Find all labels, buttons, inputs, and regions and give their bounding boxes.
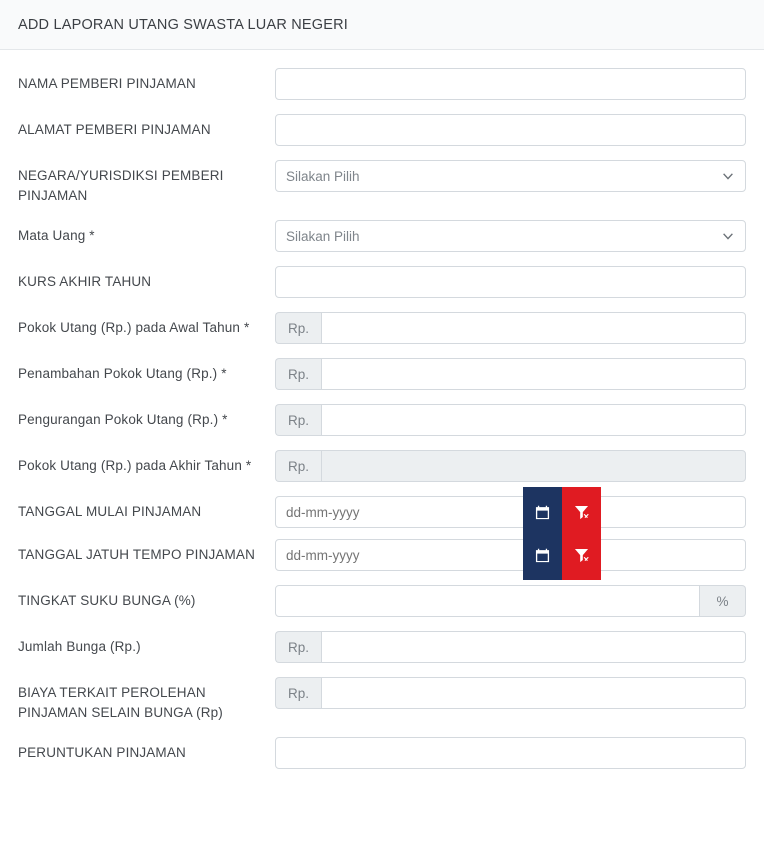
label-negara-yurisdiksi: NEGARA/YURISDIKSI PEMBERI PINJAMAN bbox=[18, 168, 224, 203]
filter-clear-icon bbox=[574, 505, 589, 520]
label-pengurangan-pokok-utang: Pengurangan Pokok Utang (Rp.) * bbox=[18, 412, 228, 427]
field-row-pokok-utang-awal-tahun bbox=[18, 312, 746, 344]
label-penambahan-pokok-utang: Penambahan Pokok Utang (Rp.) * bbox=[18, 366, 227, 381]
control-negara-yurisdiksi bbox=[275, 160, 746, 192]
label-tingkat-suku-bunga: TINGKAT SUKU BUNGA (%) bbox=[18, 593, 196, 608]
label-biaya-terkait-perolehan-pinjaman: BIAYA TERKAIT PEROLEHAN PINJAMAN SELAIN BUNGA (Rp) bbox=[18, 685, 223, 720]
alamat-pemberi-pinjaman-input[interactable] bbox=[275, 114, 746, 146]
clear-date-button[interactable] bbox=[562, 530, 601, 580]
mata-uang-select[interactable] bbox=[275, 220, 746, 252]
biaya-terkait-perolehan-pinjaman-input[interactable] bbox=[321, 677, 746, 709]
rp-prefix-addon: Rp. bbox=[275, 450, 321, 482]
control-tanggal-mulai-pinjaman bbox=[275, 496, 746, 528]
control-pokok-utang-akhir-tahun bbox=[275, 450, 746, 482]
field-row-tanggal-mulai-pinjaman bbox=[18, 496, 746, 528]
field-row-tanggal-jatuh-tempo-pinjaman bbox=[18, 539, 746, 571]
field-row-alamat-pemberi-pinjaman bbox=[18, 114, 746, 146]
control-jumlah-bunga bbox=[275, 631, 746, 663]
control-alamat-pemberi-pinjaman bbox=[275, 114, 746, 146]
kurs-akhir-tahun-input[interactable] bbox=[275, 266, 746, 298]
label-mata-uang: Mata Uang * bbox=[18, 228, 95, 243]
control-penambahan-pokok-utang bbox=[275, 358, 746, 390]
field-row-peruntukan-pinjaman bbox=[18, 737, 746, 769]
percent-suffix-addon: % bbox=[700, 585, 746, 617]
field-row-tingkat-suku-bunga bbox=[18, 585, 746, 617]
tanggal-jatuh-tempo-pinjaman-buttons bbox=[523, 530, 601, 580]
tingkat-suku-bunga-input[interactable] bbox=[275, 585, 700, 617]
field-row-pokok-utang-akhir-tahun bbox=[18, 450, 746, 482]
form-body bbox=[0, 50, 764, 793]
control-tanggal-jatuh-tempo-pinjaman bbox=[275, 539, 746, 571]
field-row-mata-uang bbox=[18, 220, 746, 252]
mata-uang-selected-value: Silakan Pilih bbox=[286, 228, 360, 244]
control-biaya-terkait-perolehan-pinjaman bbox=[275, 677, 746, 709]
pengurangan-pokok-utang-input[interactable] bbox=[321, 404, 746, 436]
label-nama-pemberi-pinjaman: NAMA PEMBERI PINJAMAN bbox=[18, 76, 196, 91]
pokok-utang-akhir-tahun-input bbox=[321, 450, 746, 482]
pokok-utang-awal-tahun-input[interactable] bbox=[321, 312, 746, 344]
control-mata-uang bbox=[275, 220, 746, 252]
negara-yurisdiksi-selected-value: Silakan Pilih bbox=[286, 168, 360, 184]
control-pengurangan-pokok-utang bbox=[275, 404, 746, 436]
field-row-negara-yurisdiksi bbox=[18, 160, 746, 206]
label-kurs-akhir-tahun: KURS AKHIR TAHUN bbox=[18, 274, 152, 289]
control-pokok-utang-awal-tahun bbox=[275, 312, 746, 344]
control-kurs-akhir-tahun bbox=[275, 266, 746, 298]
label-tanggal-jatuh-tempo-pinjaman: TANGGAL JATUH TEMPO PINJAMAN bbox=[18, 547, 255, 562]
field-row-jumlah-bunga bbox=[18, 631, 746, 663]
label-peruntukan-pinjaman: PERUNTUKAN PINJAMAN bbox=[18, 745, 186, 760]
card-header bbox=[0, 0, 764, 50]
peruntukan-pinjaman-input[interactable] bbox=[275, 737, 746, 769]
label-alamat-pemberi-pinjaman: ALAMAT PEMBERI PINJAMAN bbox=[18, 122, 211, 137]
field-row-pengurangan-pokok-utang bbox=[18, 404, 746, 436]
field-row-nama-pemberi-pinjaman bbox=[18, 68, 746, 100]
tanggal-jatuh-tempo-pinjaman-input[interactable] bbox=[275, 539, 746, 571]
rp-prefix-addon: Rp. bbox=[275, 631, 321, 663]
page-title: ADD LAPORAN UTANG SWASTA LUAR NEGERI bbox=[18, 16, 349, 33]
control-tingkat-suku-bunga bbox=[275, 585, 746, 617]
tanggal-mulai-pinjaman-input[interactable] bbox=[275, 496, 746, 528]
field-row-biaya-terkait-perolehan-pinjaman bbox=[18, 677, 746, 723]
control-nama-pemberi-pinjaman bbox=[275, 68, 746, 100]
rp-prefix-addon: Rp. bbox=[275, 404, 321, 436]
calendar-icon bbox=[535, 548, 550, 563]
rp-prefix-addon: Rp. bbox=[275, 677, 321, 709]
control-peruntukan-pinjaman bbox=[275, 737, 746, 769]
penambahan-pokok-utang-input[interactable] bbox=[321, 358, 746, 390]
label-pokok-utang-akhir-tahun: Pokok Utang (Rp.) pada Akhir Tahun * bbox=[18, 458, 252, 473]
calendar-icon bbox=[535, 505, 550, 520]
negara-yurisdiksi-select[interactable] bbox=[275, 160, 746, 192]
rp-prefix-addon: Rp. bbox=[275, 312, 321, 344]
label-tanggal-mulai-pinjaman: TANGGAL MULAI PINJAMAN bbox=[18, 504, 202, 519]
rp-prefix-addon: Rp. bbox=[275, 358, 321, 390]
filter-clear-icon bbox=[574, 548, 589, 563]
nama-pemberi-pinjaman-input[interactable] bbox=[275, 68, 746, 100]
label-jumlah-bunga: Jumlah Bunga (Rp.) bbox=[18, 639, 141, 654]
field-row-penambahan-pokok-utang bbox=[18, 358, 746, 390]
field-row-kurs-akhir-tahun bbox=[18, 266, 746, 298]
calendar-icon-button[interactable] bbox=[523, 530, 562, 580]
label-pokok-utang-awal-tahun: Pokok Utang (Rp.) pada Awal Tahun * bbox=[18, 320, 250, 335]
jumlah-bunga-input[interactable] bbox=[321, 631, 746, 663]
